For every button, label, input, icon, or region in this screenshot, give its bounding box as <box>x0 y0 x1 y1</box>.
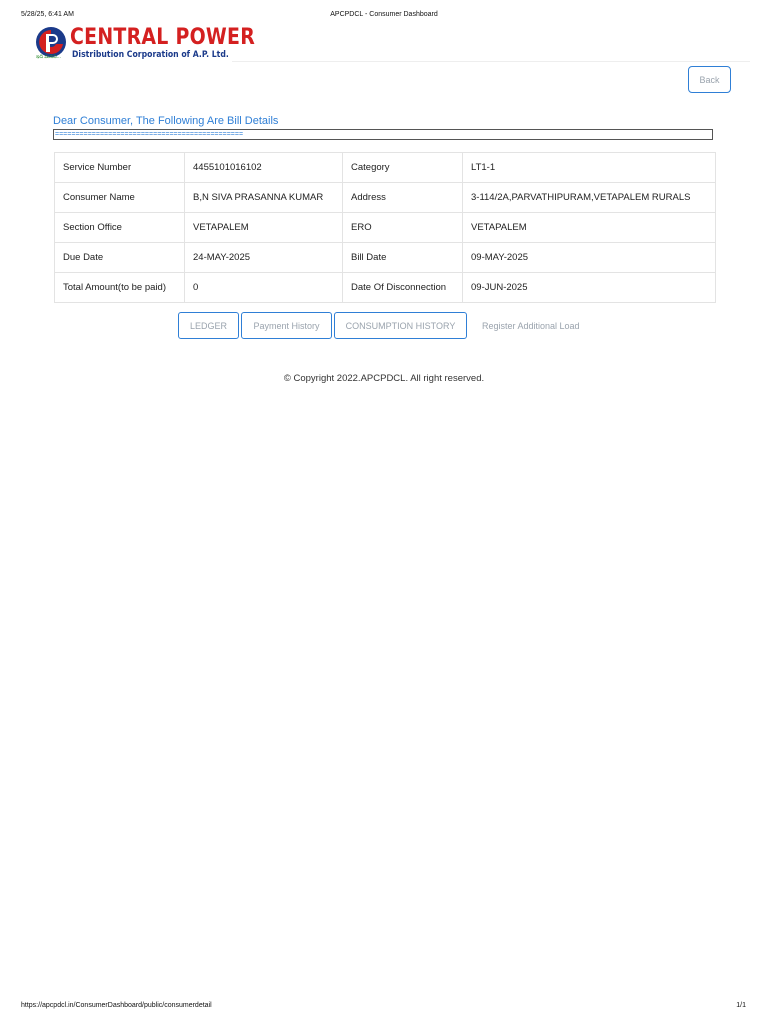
heading-separator: ============================================== <box>53 129 713 140</box>
field-label: Consumer Name <box>55 183 185 213</box>
table-row <box>55 183 716 213</box>
ledger-button[interactable]: LEDGER <box>178 312 239 339</box>
payment-history-button[interactable]: Payment History <box>241 312 332 339</box>
print-url: https://apcpdcl.in/ConsumerDashboard/public/consumerdetail <box>21 1002 212 1009</box>
field-label: Bill Date <box>343 243 463 273</box>
field-label: Section Office <box>55 213 185 243</box>
bill-details-table <box>54 152 716 303</box>
field-label: Service Number <box>55 153 185 183</box>
copyright-text: © Copyright 2022.APCPDCL. All right reserved. <box>283 373 485 384</box>
company-logo[interactable] <box>34 25 256 65</box>
consumption-history-button[interactable]: CONSUMPTION HISTORY <box>334 312 467 339</box>
register-additional-load-link[interactable]: Register Additional Load <box>482 320 580 331</box>
field-value: LT1-1 <box>463 153 716 183</box>
table-row <box>55 153 716 183</box>
logo-tagline: ఇది మనది... <box>36 54 61 60</box>
field-label: Total Amount(to be paid) <box>55 273 185 303</box>
print-page-title: APCPDCL - Consumer Dashboard <box>330 11 438 18</box>
print-page-number: 1/1 <box>736 1002 746 1009</box>
field-label: Address <box>343 183 463 213</box>
header-divider <box>232 61 750 62</box>
field-label: ERO <box>343 213 463 243</box>
field-value: VETAPALEM <box>463 213 716 243</box>
back-button[interactable]: Back <box>688 66 731 93</box>
field-value: B,N SIVA PRASANNA KUMAR <box>185 183 343 213</box>
action-buttons <box>0 312 768 340</box>
logo-subtitle: Distribution Corporation of A.P. Ltd. <box>72 50 229 60</box>
table-row <box>55 243 716 273</box>
table-row <box>55 213 716 243</box>
print-timestamp: 5/28/25, 6:41 AM <box>21 11 74 18</box>
field-value: 4455101016102 <box>185 153 343 183</box>
field-value: VETAPALEM <box>185 213 343 243</box>
logo-title: CENTRAL POWER <box>70 25 256 50</box>
field-value: 24-MAY-2025 <box>185 243 343 273</box>
field-label: Due Date <box>55 243 185 273</box>
field-label: Category <box>343 153 463 183</box>
field-value: 3-114/2A,PARVATHIPURAM,VETAPALEM RURALS <box>463 183 716 213</box>
table-row <box>55 273 716 303</box>
field-label: Date Of Disconnection <box>343 273 463 303</box>
field-value: 09-JUN-2025 <box>463 273 716 303</box>
bill-details-heading: Dear Consumer, The Following Are Bill Details <box>53 115 279 127</box>
field-value: 09-MAY-2025 <box>463 243 716 273</box>
field-value: 0 <box>185 273 343 303</box>
